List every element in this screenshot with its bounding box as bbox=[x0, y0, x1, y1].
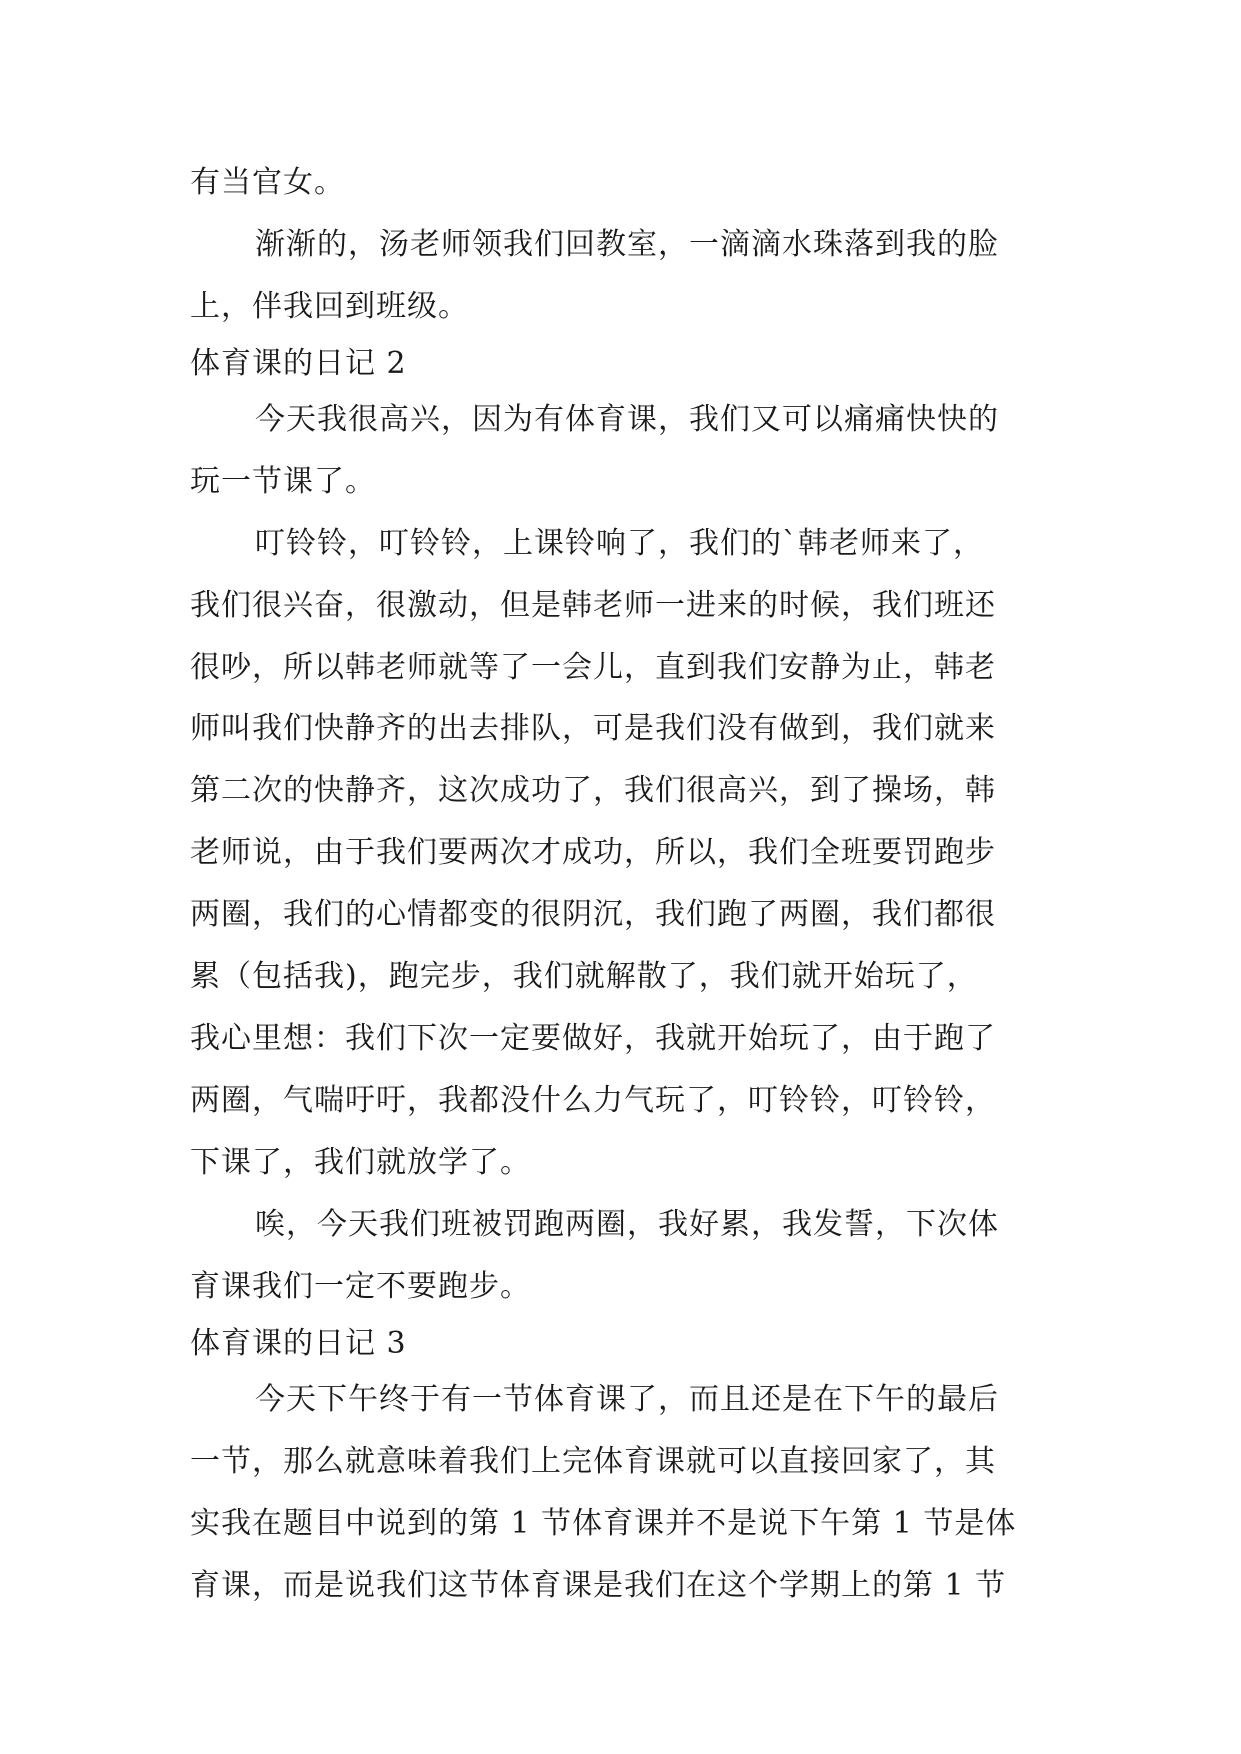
text-line: 两圈，气喘吁吁，我都没什么力气玩了，叮铃铃，叮铃铃， bbox=[190, 1083, 996, 1118]
text-line: 有当官女。 bbox=[190, 165, 345, 200]
text-line: 两圈，我们的心情都变的很阴沉，我们跑了两圈，我们都很 bbox=[190, 897, 996, 932]
text-line: 实我在题目中说到的第 1 节体育课并不是说下午第 1 节是体 bbox=[190, 1506, 1017, 1541]
text-line: 育课我们一定不要跑步。 bbox=[190, 1269, 531, 1304]
text-line: 下课了，我们就放学了。 bbox=[190, 1145, 531, 1180]
text-line: 育课，而是说我们这节体育课是我们在这个学期上的第 1 节 bbox=[190, 1568, 1007, 1603]
paragraph-first-line: 叮铃铃，叮铃铃，上课铃响了，我们的`韩老师来了， bbox=[255, 526, 984, 561]
text-line: 玩一节课了。 bbox=[190, 464, 376, 499]
paragraph-first-line: 渐渐的，汤老师领我们回教室，一滴滴水珠落到我的脸 bbox=[255, 227, 999, 262]
text-line: 老师说，由于我们要两次才成功，所以，我们全班要罚跑步 bbox=[190, 835, 996, 870]
text-line: 我心里想：我们下次一定要做好，我就开始玩了，由于跑了 bbox=[190, 1021, 996, 1056]
paragraph-first-line: 今天下午终于有一节体育课了，而且还是在下午的最后 bbox=[255, 1382, 999, 1417]
text-line: 第二次的快静齐，这次成功了，我们很高兴，到了操场，韩 bbox=[190, 773, 996, 808]
section-heading: 体育课的日记 3 bbox=[190, 1326, 407, 1361]
paragraph-first-line: 今天我很高兴，因为有体育课，我们又可以痛痛快快的 bbox=[255, 402, 999, 437]
text-line: 很吵，所以韩老师就等了一会儿，直到我们安静为止，韩老 bbox=[190, 650, 996, 685]
text-line: 上，伴我回到班级。 bbox=[190, 289, 469, 324]
text-line: 累（包括我)，跑完步，我们就解散了，我们就开始玩了， bbox=[190, 959, 978, 994]
text-line: 师叫我们快静齐的出去排队，可是我们没有做到，我们就来 bbox=[190, 711, 996, 746]
paragraph-first-line: 唉，今天我们班被罚跑两圈，我好累，我发誓，下次体 bbox=[255, 1207, 999, 1242]
section-heading: 体育课的日记 2 bbox=[190, 346, 407, 381]
text-line: 一节，那么就意味着我们上完体育课就可以直接回家了，其 bbox=[190, 1444, 996, 1479]
text-line: 我们很兴奋，很激动，但是韩老师一进来的时候，我们班还 bbox=[190, 588, 996, 623]
